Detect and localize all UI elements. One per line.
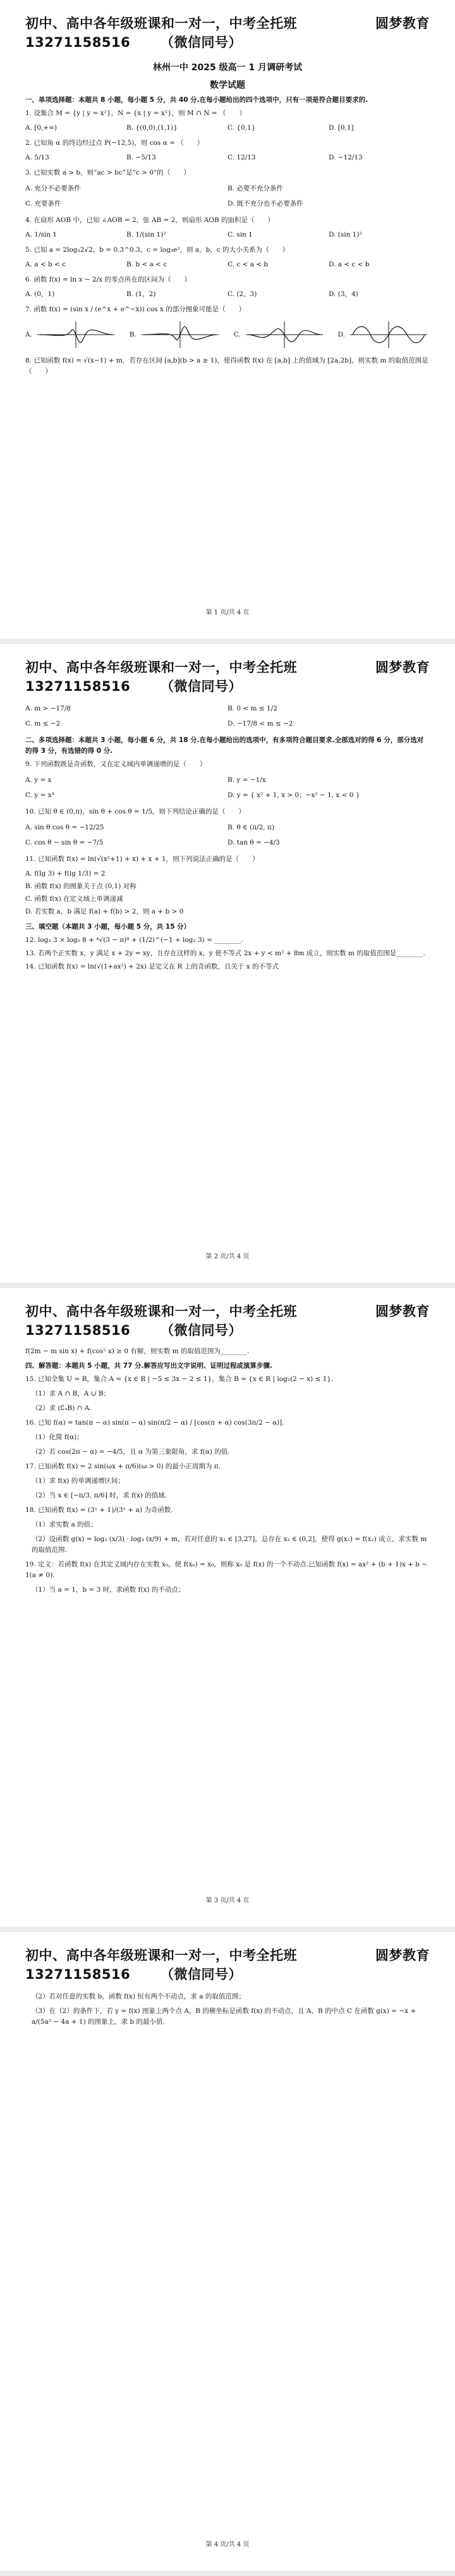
option: B. −5/13	[126, 154, 156, 161]
question-3-options	[25, 181, 430, 211]
graph-option-c	[234, 319, 325, 350]
header-brand: 圆梦教育	[375, 1948, 430, 1963]
option: B. 必要不充分条件	[228, 185, 283, 192]
option: B. {(0,0),(1,1)}	[126, 124, 178, 132]
question-16-part-2: （2）若 cos(2π − α) = −4/5，且 α 为第三象限角，求 f(α) 的值.	[32, 1448, 230, 1456]
option-letter: B.	[129, 331, 136, 338]
header-ad-text: 初中、高中各年级班课和一对一，中考全托班	[25, 660, 297, 675]
header-wechat: （微信同号）	[161, 1967, 243, 1982]
section-heading: 二、多项选择题：本题共 3 小题，每小题 6 分，共 18 分.在每小题给出的选项中，有多项符合题目要求.全部选对的得 6 分，部分选对的得 3 分，有选错的得 0 分.	[25, 736, 424, 755]
question-19-part-1: （1）当 a = 1，b = 3 时，求函数 f(x) 的不动点；	[32, 1586, 185, 1594]
question-8-options	[25, 701, 430, 731]
option: A. a < b < c	[25, 261, 66, 268]
option: B. 1/(sin 1)²	[126, 231, 166, 238]
graph-option-b	[130, 319, 221, 350]
question-19-part-3: （3）在（2）的条件下，若 y = f(x) 图象上两个点 A，B 的横坐标是函数 f(x) 的不动点，且 A，B 的中点 C 在函数 g(x) = −x + a/(5a² − 4a + 1) 的图象上，求 b 的最小值.	[32, 2007, 416, 2026]
question-11-options	[25, 867, 430, 918]
option: D. −17/8 < m ≤ −2	[228, 720, 293, 728]
page-footer: 第 3 页/共 4 页	[205, 1897, 250, 1904]
option: A. 1/sin 1	[25, 231, 58, 238]
question-18: 18. 已知函数 f(x) = (3ˣ + 1)/(3ˣ + a) 为奇函数.	[25, 1506, 173, 1514]
option: A. y = x	[25, 776, 52, 784]
header-wechat: （微信同号）	[161, 35, 243, 50]
question-13: 13. 若两个正实数 x，y 满足 x + 2y = xy，且存在这样的 x，y 使不等式 2x + y < m² + 8m 成立，则实数 m 的取值范围是________.	[25, 950, 425, 957]
question-15-part-1: （1）求 A ∩ B，A ∪ B；	[32, 1390, 111, 1397]
question-9: 9. 下列函数既是奇函数，又在定义域内单调递增的是（ ）	[25, 760, 207, 768]
header-wechat: （微信同号）	[161, 1323, 243, 1338]
option: C. 12/13	[228, 154, 256, 161]
question-8: 8. 已知函数 f(x) = √(x−1) + m，若存在区间 [a,b](b > a ≥ 1)，使得函数 f(x) 在 [a,b] 上的值域为 [2a,2b]，则实数 m 的取值范围是（ ）	[25, 357, 428, 375]
option: C. sin 1	[228, 231, 253, 238]
question-11: 11. 已知函数 f(x) = ln(√(x²+1) + x) + x + 1，则下列说法正确的是（ ）	[25, 855, 259, 863]
header-brand: 圆梦教育	[375, 1304, 430, 1319]
question-16-part-1: （1）化简 f(α)；	[32, 1434, 83, 1441]
page-header	[25, 14, 430, 52]
question-1-options	[25, 121, 430, 134]
option: A. m > −17/8	[25, 705, 71, 712]
option: D. 既不充分也不必要条件	[228, 200, 303, 207]
page-footer: 第 1 页/共 4 页	[205, 609, 250, 616]
section-heading: 四、解答题：本题共 5 小题，共 77 分.解答应写出文字说明、证明过程或演算步骤.	[25, 1362, 273, 1370]
question-17: 17. 已知函数 f(x) = 2 sin(ωx + π/6)(ω > 0) 的最小正周期为 π.	[25, 1463, 221, 1470]
question-9-options	[25, 772, 430, 803]
header-phone: 13271158516	[25, 1967, 131, 1982]
question-14-continued: f(2m − m sin x) + f(cos² x) ≥ 0 有解，则实数 m 的取值范围为________.	[25, 1347, 250, 1355]
option: B. 0 < m ≤ 1/2	[228, 705, 277, 712]
page-3	[0, 1288, 455, 1927]
option-letter: A.	[25, 331, 32, 338]
page-footer: 第 2 页/共 4 页	[205, 1253, 250, 1260]
graph-b-figure	[139, 319, 221, 350]
option: C. cos θ − sin θ = −7/5	[25, 839, 104, 846]
option: B. (1，2)	[126, 290, 156, 298]
graph-option-a	[25, 319, 117, 350]
page-header	[25, 1302, 430, 1340]
option: C. {0,1}	[228, 124, 256, 132]
option: D. a < c < b	[329, 261, 370, 268]
exam-title: 林州一中 2025 级高一 1 月调研考试	[152, 63, 303, 73]
question-14: 14. 已知函数 f(x) = ln(√(1+ax²) + 2x) 是定义在 R 上的奇函数，且关于 x 的不等式	[25, 963, 279, 970]
option: A. 5/13	[25, 154, 49, 161]
section-heading: 三、填空题（本题共 3 小题，每小题 5 分，共 15 分）	[25, 923, 191, 931]
header-wechat: （微信同号）	[161, 679, 243, 694]
option: C. c < a < b	[228, 261, 269, 268]
question-7-graphs	[25, 319, 430, 350]
graph-option-d	[338, 319, 430, 350]
question-6: 6. 函数 f(x) = ln x − 2/x 的零点所在的区间为（ ）	[25, 276, 191, 283]
question-5: 5. 已知 a = 2log₃2√2，b = 0.3^0.3，c = log₃e²，则 a，b，c 的大小关系为（ ）	[25, 246, 289, 254]
question-19: 19. 定义：若函数 f(x) 在其定义域内存在实数 x₀，使 f(x₀) = x₀，则称 x₀ 是 f(x) 的一个不动点.已知函数 f(x) = ax² + (b + 1)x + b − 1(a ≠ 0).	[25, 1561, 428, 1579]
graph-c-figure	[243, 319, 325, 350]
option: B. b < a < c	[126, 261, 167, 268]
question-2: 2. 已知角 α 的终边经过点 P(−12,5)，则 cos α = （ ）	[25, 139, 204, 147]
question-4-options	[25, 228, 430, 241]
page-header	[25, 658, 430, 696]
question-12: 12. log₃ 3 × log₂ 8 + ⁴√(3 − π)⁴ + (1/2)^(−1 + log₂ 3) = ________.	[25, 936, 243, 944]
page-header	[25, 1946, 430, 1984]
option: B. θ ∈ (π/2, π)	[228, 824, 275, 831]
page-footer: 第 4 页/共 4 页	[205, 2541, 250, 2548]
header-brand: 圆梦教育	[375, 660, 430, 675]
option: C. (2，3)	[228, 290, 257, 298]
question-10: 10. 已知 θ ∈ (0,π)，sin θ + cos θ = 1/5，则下列结论正确的是（ ）	[25, 808, 246, 815]
question-4: 4. 在扇形 AOB 中，已知 ∠AOB = 2，弦 AB = 2，则扇形 AOB 的面积是（ ）	[25, 216, 275, 224]
question-1: 1. 设集合 M = {y | y = x²}，N = {x | y = x²}，则 M ∩ N = （ ）	[25, 109, 246, 117]
header-ad-text: 初中、高中各年级班课和一对一，中考全托班	[25, 1948, 297, 1963]
option: D. (sin 1)²	[329, 231, 362, 238]
option: D. [0,1]	[329, 124, 354, 132]
option: C. 函数 f(x) 在定义域上单调递减	[25, 895, 123, 903]
question-15-part-2: （2）求 (∁ᵤB) ∩ A.	[32, 1404, 92, 1412]
header-brand: 圆梦教育	[375, 16, 430, 31]
section-heading: 一、单项选择题：本题共 8 小题，每小题 5 分，共 40 分.在每小题给出的四个选项中，只有一项是符合题目要求的.	[25, 96, 368, 104]
page-2	[0, 644, 455, 1283]
graph-d-figure	[348, 319, 430, 350]
option: A. (0，1)	[25, 290, 55, 298]
header-ad-text: 初中、高中各年级班课和一对一，中考全托班	[25, 1304, 297, 1319]
option: B. 函数 f(x) 的图象关于点 (0,1) 对称	[25, 882, 136, 890]
question-10-options	[25, 820, 430, 850]
question-17-part-1: （1）求 f(x) 的单调递增区间；	[32, 1477, 124, 1485]
question-2-options	[25, 151, 430, 164]
question-17-part-2: （2）当 x ∈ [−π/3, π/6] 时，求 f(x) 的值域.	[32, 1492, 167, 1499]
header-phone: 13271158516	[25, 1323, 131, 1338]
option-letter: D.	[337, 331, 345, 338]
option-letter: C.	[233, 331, 241, 338]
question-18-part-1: （1）求实数 a 的值；	[32, 1521, 97, 1528]
option: C. 充要条件	[25, 200, 61, 207]
header-ad-text: 初中、高中各年级班课和一对一，中考全托班	[25, 16, 297, 31]
option: C. y = x³	[25, 791, 54, 799]
option: B. y = −1/x	[228, 776, 266, 784]
question-5-options	[25, 258, 430, 271]
option: A. 充分不必要条件	[25, 185, 81, 192]
option: D. (3，4)	[329, 290, 358, 298]
question-6-options	[25, 288, 430, 300]
option: D. 若实数 a，b 满足 f(a) + f(b) > 2，则 a + b > 0	[25, 908, 184, 915]
option: A. [0,+∞)	[25, 124, 58, 132]
page-4	[0, 1932, 455, 2571]
page-1	[0, 0, 455, 639]
question-7: 7. 函数 f(x) = (sin x / (e^x + e^−x)) cos x 的部分图象可能是（ ）	[25, 306, 246, 313]
option: A. f(lg 3) + f(lg 1/3) = 2	[25, 870, 106, 877]
subject-title: 数学试题	[210, 80, 245, 90]
option: C. m ≤ −2	[25, 720, 61, 728]
graph-a-figure	[35, 319, 117, 350]
question-19-part-2: （2）若对任意的实数 b，函数 f(x) 恒有两个不动点，求 a 的取值范围；	[32, 1993, 245, 2000]
question-3: 3. 已知实数 a > b，则“ac > bc”是“c > 0”的（ ）	[25, 169, 190, 176]
option: D. −12/13	[329, 154, 363, 161]
option: D. y = { x² + 1, x > 0；−x² − 1, x < 0 }	[228, 791, 360, 799]
option: A. sin θ cos θ = −12/25	[25, 824, 104, 831]
question-15: 15. 已知全集 U = R，集合 A = {x ∈ R | −5 ≤ 3x − 2 ≤ 1}，集合 B = {x ∈ R | log₂(2 − x) ≤ 1}.	[25, 1375, 334, 1383]
header-phone: 13271158516	[25, 679, 131, 694]
question-18-part-2: （2）设函数 g(x) = log₃ (x/3) · log₃ (x/9) + m，若对任意的 x₁ ∈ [3,27]，总存在 x₂ ∈ (0,2]，使得 g(x₁) = f(x₂) 成立，求实数 m 的取值范围.	[32, 1535, 427, 1554]
header-phone: 13271158516	[25, 35, 131, 50]
question-16: 16. 已知 f(α) = tan(π − α) sin(π − α) sin(π/2 − α) / [cos(π + α) cos(3π/2 − α)].	[25, 1419, 284, 1427]
option: D. tan θ = −4/3	[228, 839, 280, 846]
